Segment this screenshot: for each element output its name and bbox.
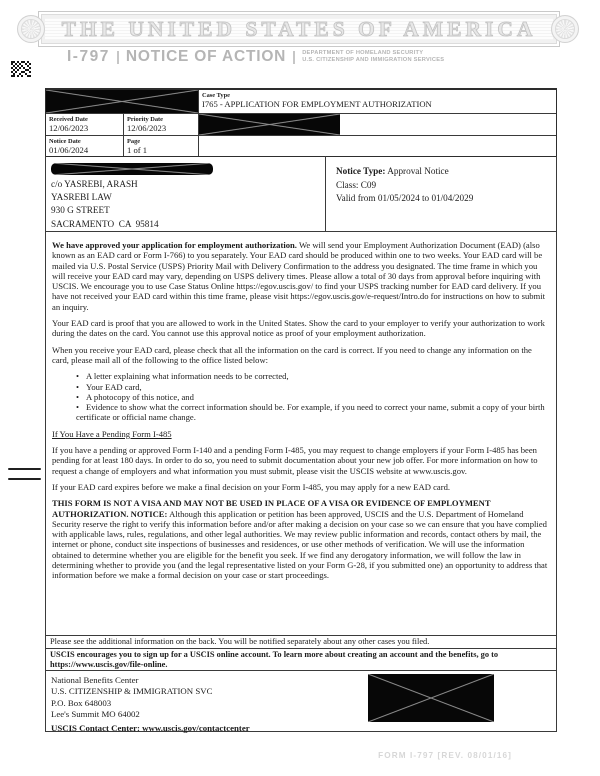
correction-list <box>52 371 549 422</box>
redaction-box <box>368 674 494 722</box>
bullet-item: • A photocopy of this notice, and <box>76 392 549 402</box>
bullet-item: • Evidence to show what the correct information should be. For example, if you need to correct your name, submit a copy of your birth certificate or official name change. <box>76 402 549 423</box>
office-line: U.S. CITIZENSHIP & IMMIGRATION SVC <box>51 686 213 697</box>
banner-title: THE UNITED STATES OF AMERICA <box>61 16 537 41</box>
legal-notice-rest: Although this application or petition has been approved, USCIS and the U.S. Department of Homeland Security reserve the right to verify this information before and/or after making a decision on your case so we can ensure that you have complied with applicable laws, rules, regulations, and other legal authorities. We may review public information and records, contact others by mail, the internet or phone, conduct site inspections of businesses and residences, or use other methods of verification. We will use the information obtained to determine whether you are eligible for the benefit you seek. If we find any derogatory information, we will follow the law in determining whether to provide you (and the legal representative listed on your Form G-28, if you submitted one) an opportunity to address that information before we make a formal decision on your case or start proceedings. <box>52 508 548 581</box>
office-line: National Benefits Center <box>51 675 139 685</box>
online-account-strip <box>45 649 557 671</box>
online-note-text: USCIS encourages you to sign up for a USCIS online account. To learn more about creating an account and the benefits, go to https://www.uscis.gov/file-online. <box>50 650 499 670</box>
office-line: P.O. Box 648003 <box>51 697 112 708</box>
paragraph-check-card: When you receive your EAD card, please check that all the information on the card is correct. If you need to change any information on the card, please mail all of the following to the office listed below: <box>52 344 532 365</box>
recipient-line: c/o YASREBI, ARASH <box>51 179 138 189</box>
notice-body <box>45 232 557 636</box>
priority-date-value: 12/06/2023 <box>127 122 167 133</box>
bullet-item: • Your EAD card, <box>76 382 549 392</box>
paragraph-proof: Your EAD card is proof that you are allowed to work in the United States. Show the card to your employer to verify your authorization to work during the dates on the card. You cannot use this approval notice as proof of your employment authorization. <box>52 318 545 339</box>
agency-line: DEPARTMENT OF HOMELAND SECURITY <box>302 50 424 57</box>
agency-line: U.S. CITIZENSHIP AND IMMIGRATION SERVICES <box>302 57 445 63</box>
paragraph-pending-i485: If you have a pending or approved Form I-140 and a pending Form I-485, you may request to change employers if your Form I-485 has been pending for at least 180 days. In order to do so, you need to submit documentation about your new job offer. For more information on how to request a change of employers and what information you must submit, please visit the USCIS website at www.uscis.gov. <box>52 445 538 476</box>
paragraph-legal-notice <box>52 498 549 580</box>
page-label: Page <box>127 137 141 145</box>
table-row <box>46 90 556 113</box>
case-type-cell <box>198 90 556 113</box>
back-info-strip <box>45 636 557 649</box>
recipient-line: SACRAMENTO CA 95814 <box>51 218 159 229</box>
redaction-box <box>51 163 213 175</box>
notice-date-cell <box>46 136 123 156</box>
legal-notice-lead: THIS FORM IS NOT A VISA AND MAY NOT BE USED IN PLACE OF A VISA OR EVIDENCE OF EMPLOYMENT AUTHORIZATION. NOTICE: <box>52 498 491 519</box>
notice-type-label: Notice Type: <box>336 166 386 176</box>
page-value: 1 of 1 <box>127 144 148 155</box>
back-note-text: Please see the additional information on the back. You will be notified separately about any other cases you filed. <box>50 637 430 646</box>
barcode-icon <box>11 61 31 81</box>
table-row <box>46 135 556 156</box>
form-header <box>67 48 444 66</box>
divider <box>293 51 295 64</box>
notice-info <box>326 156 556 231</box>
applicant-cell <box>198 114 556 135</box>
rosette-icon <box>551 15 579 43</box>
notice-type-line <box>336 165 556 179</box>
recipient-notice-box <box>45 156 557 232</box>
margin-mark <box>8 478 41 480</box>
banner <box>38 11 560 47</box>
form-revision-label: FORM I-797 [REV. 08/01/16] <box>378 751 512 760</box>
case-table <box>45 88 557 157</box>
margin-mark <box>8 468 41 470</box>
notice-date-label: Notice Date <box>49 137 81 145</box>
notice-date-value: 01/06/2024 <box>49 144 89 155</box>
recipient-line: YASREBI LAW <box>51 192 112 203</box>
agency-name <box>302 50 444 63</box>
paragraph-approval <box>52 240 549 312</box>
paragraph-ead-expires: If your EAD card expires before we make a final decision on your Form I-485, you may apply for a new EAD card. <box>52 481 451 492</box>
received-date-value: 12/06/2023 <box>49 122 89 133</box>
office-line: Lee's Summit MO 64002 <box>51 708 140 719</box>
approval-lead: We have approved your application for employment authorization. <box>52 240 297 250</box>
priority-date-cell <box>123 114 198 135</box>
empty-cell <box>198 136 556 156</box>
bullet-item: • A letter explaining what information needs to be corrected, <box>76 371 549 381</box>
recipient-address <box>46 156 326 231</box>
pending-i485-heading: If You Have a Pending Form I-485 <box>52 428 172 439</box>
redaction-box <box>199 114 340 135</box>
rosette-icon <box>17 15 45 43</box>
case-type-label: Case Type <box>202 91 230 99</box>
divider <box>117 51 119 64</box>
issuing-office-box <box>45 671 557 732</box>
form-title: NOTICE OF ACTION <box>125 48 287 65</box>
page-cell <box>123 136 198 156</box>
class-line: Class: C09 <box>336 179 377 190</box>
receipt-number-cell <box>46 90 198 113</box>
form-code: I-797 <box>67 48 110 65</box>
table-row <box>46 113 556 135</box>
notice-type-value: Approval Notice <box>387 166 449 176</box>
case-type-value: I765 - APPLICATION FOR EMPLOYMENT AUTHORIZATION <box>202 98 432 109</box>
priority-date-label: Priority Date <box>127 115 164 123</box>
received-date-label: Received Date <box>49 115 88 123</box>
valid-line: Valid from 01/05/2024 to 01/04/2029 <box>336 193 474 203</box>
recipient-line: 930 G STREET <box>51 205 110 216</box>
contact-center-line: USCIS Contact Center: www.uscis.gov/contactcenter <box>51 723 250 734</box>
received-date-cell <box>46 114 123 135</box>
redaction-box <box>46 90 198 113</box>
approval-rest: We will send your Employment Authorization Document (EAD) (also known as an EAD card or Form I-766) to you separately. Your EAD card should be produced within one to two weeks. Your EAD card will be mailed via U.S. Postal Service (USPS) Priority Mail with Delivery Confirmation to the address you designated. The time frame in which you will receive your EAD card may vary, depending on USPS delivery times. Please allow a total of 30 days from approval before inquiring with USCIS. We encourage you to use Case Status Online https://egov.uscis.gov/ to find your USPS tracking number for EAD card delivery. If you have not received your EAD card within this time frame, please visit https://egov.uscis.gov/e-request/Intro.do for instructions on how to submit an inquiry. <box>52 240 546 312</box>
